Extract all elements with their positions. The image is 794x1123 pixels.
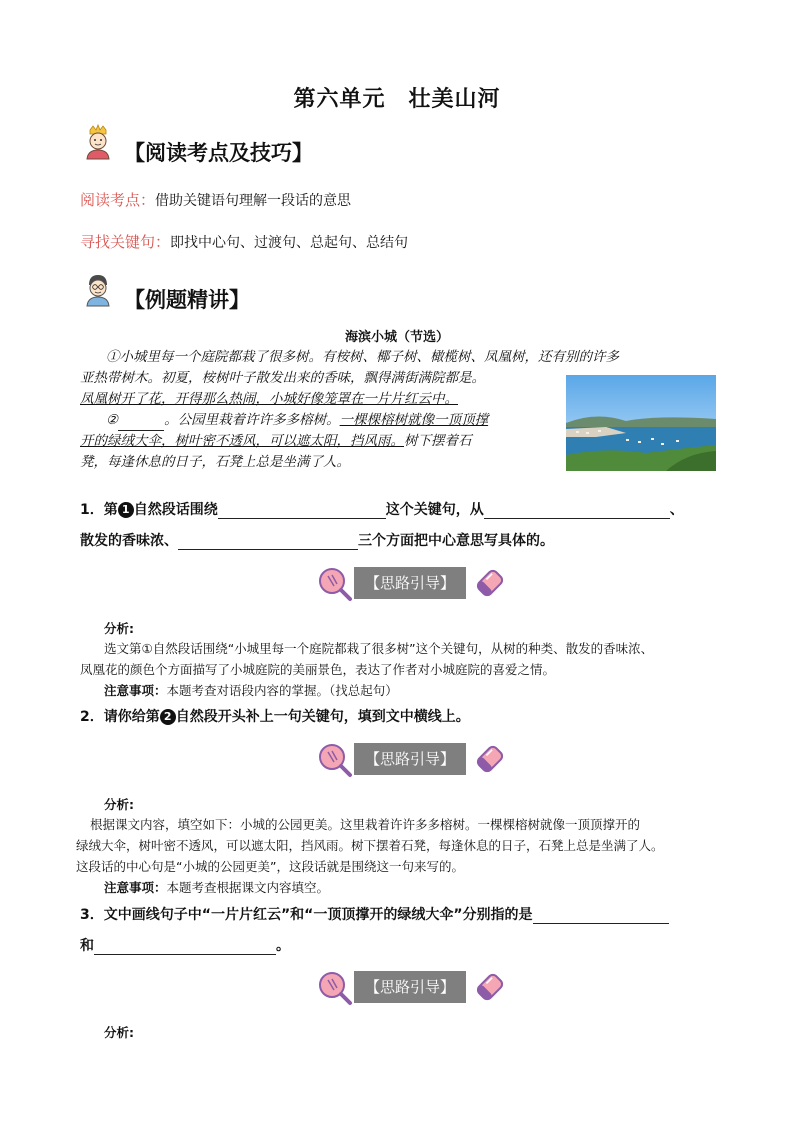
- eraser-pencil-icon: [470, 563, 510, 603]
- analysis-text-2: 根据课文内容，填空如下：小城的公园更美。这里栽着许许多多榕树。一棵棵榕树就像一顶顶撑开的 绿绒大伞，树叶密不透风，可以遮太阳，挡风雨。树下摆着石凳，每逢休息的日子，石凳上总是坐满了人。 这段话的中心句是“小城的公园更美”，这段话就是围绕这一句来写的。: [76, 817, 664, 874]
- guanjian-text: 即找中心句、过渡句、总起句、总结句: [170, 235, 409, 251]
- passage-line: 亚热带树木。初夏，桉树叶子散发出来的香味，飘得满街满院都是。: [80, 370, 485, 386]
- magnifier-icon: [316, 741, 354, 779]
- passage-line: ② 。公园里栽着许许多多榕树。一棵棵榕树就像一顶顶撑: [80, 410, 720, 431]
- answer-blank[interactable]: [218, 502, 386, 519]
- section-heading-tips: 【阅读考点及技巧】: [124, 141, 313, 165]
- answer-blank[interactable]: [94, 938, 276, 955]
- question-3: 3．文中画线句子中“一片片红云”和“一顶顶撑开的绿绒大伞”分别指的是: [80, 904, 669, 924]
- question-2: 2．请你给第 2 自然段开头补上一句关键句，填到文中横线上。: [80, 709, 470, 725]
- prince-avatar-icon: [80, 124, 116, 160]
- thinking-guide-2[interactable]: [316, 739, 516, 779]
- magnifier-icon: [316, 565, 354, 603]
- passage-underlined-line: 凤凰树开了花，开得那么热闹，小城好像笼罩在一片片红云中。: [80, 391, 458, 407]
- kaodian-label: 阅读考点：: [80, 191, 156, 209]
- thinking-guide-3[interactable]: [316, 967, 516, 1007]
- answer-blank[interactable]: [484, 502, 670, 519]
- analysis-label-1: 分析:: [104, 621, 134, 636]
- question-1: 1．第 1 自然段话围绕 这个关键句，从 、: [80, 502, 684, 518]
- passage-line: ①小城里每一个庭院都栽了很多树。有桉树、椰子树、橄榄树、凤凰树，还有别的许多: [106, 349, 619, 365]
- analysis-label-2: 分析:: [104, 797, 134, 812]
- passage-title: 海滨小城（节选）: [344, 330, 449, 345]
- section-heading-examples: 【例题精讲】: [124, 288, 250, 312]
- question-3-line2: 和 。: [80, 938, 290, 954]
- passage-line: 开的绿绒大伞，树叶密不透风，可以遮太阳，挡风雨。树下摆着石: [80, 433, 472, 449]
- answer-blank[interactable]: [178, 533, 358, 550]
- guide-button-label: 【思路引导】: [354, 567, 466, 599]
- guanjian-label: 寻找关键句：: [80, 233, 171, 251]
- question-1-line2: 散发的香味浓、 三个方面把中心意思写具体的。: [80, 533, 554, 549]
- magnifier-icon: [316, 969, 354, 1007]
- eraser-pencil-icon: [470, 739, 510, 779]
- note-1: 注意事项：本题考查对语段内容的掌握。（找总起句）: [104, 683, 398, 698]
- analysis-label-3: 分析:: [104, 1025, 134, 1040]
- guide-button-label: 【思路引导】: [354, 971, 466, 1003]
- answer-blank[interactable]: [533, 907, 669, 924]
- passage-line: 凳，每逢休息的日子，石凳上总是坐满了人。: [80, 454, 350, 470]
- note-2: 注意事项：本题考查根据课文内容填空。: [104, 880, 330, 895]
- analysis-text-1: 选文第①自然段话围绕“小城里每一个庭院都栽了很多树”这个关键句，从树的种类、散发的香味浓、 凤凰花的颜色个方面描写了小城庭院的美丽景色，表达了作者对小城庭院的喜爱之情。: [80, 641, 654, 677]
- guide-button-label: 【思路引导】: [354, 743, 466, 775]
- passage-blank[interactable]: [118, 414, 164, 431]
- page-title: 第六单元 壮美山河: [293, 87, 501, 112]
- eraser-pencil-icon: [470, 967, 510, 1007]
- teacher-avatar-icon: [80, 271, 116, 307]
- kaodian-text: 借助关键语句理解一段话的意思: [155, 193, 352, 209]
- thinking-guide-1[interactable]: [316, 563, 516, 603]
- seaside-town-photo: [566, 375, 716, 471]
